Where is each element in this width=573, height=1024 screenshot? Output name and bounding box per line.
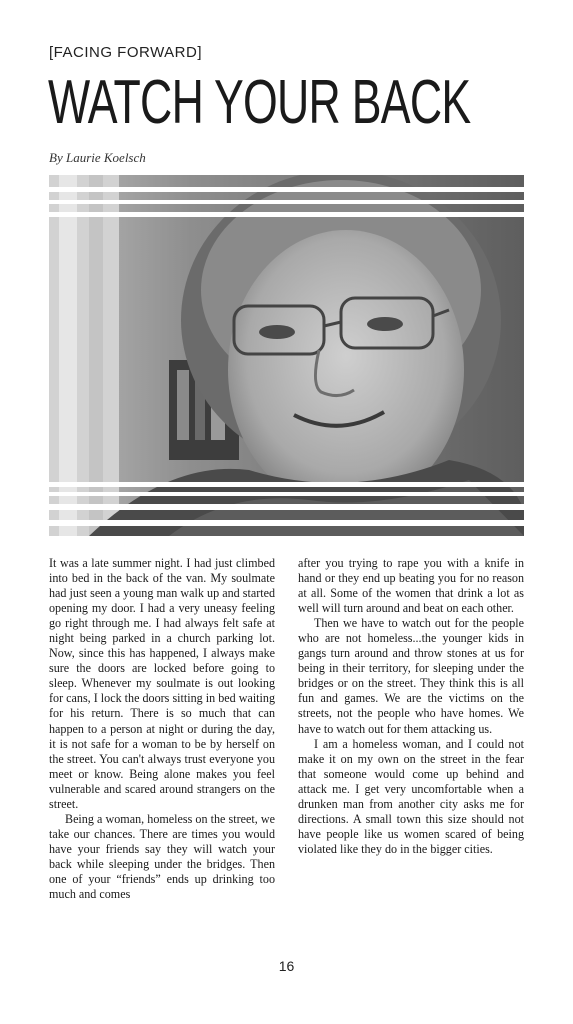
- stripe-divider: [49, 187, 524, 192]
- article-headline: WATCH YOUR BACK: [48, 68, 471, 137]
- stripe-divider: [49, 482, 524, 487]
- column-left: [49, 556, 275, 936]
- paragraph: I am a homeless woman, and I could not make it on my own on the street in the fear that someone would come up behind and attack me. I get very uncomfortable when a drunken man from another city asks me for directions. A small town this size should not have people like us women scared of being violated like they do in the bigger cities.: [298, 736, 524, 856]
- byline: By Laurie Koelsch: [49, 150, 146, 165]
- paragraph: Being a woman, homeless on the street, we take our chances. There are times you would have your friends say they will watch your back while sleeping under the bridges. Then one of your “friends” ends up drinking too much and comes: [49, 811, 275, 902]
- stripe-divider: [49, 170, 524, 175]
- stripe-divider: [49, 200, 524, 204]
- stripe-divider: [49, 520, 524, 526]
- paragraph: Then we have to watch out for the people who are not homeless...the younger kids in gangs turn around and throw stones at us for being in their territory, for sleeping under the bridges or on the street. They think this is all fun and games. We are the victims on the streets, not the people who have homes. We have to watch out for them attacking us.: [298, 616, 524, 736]
- stripe-divider: [49, 212, 524, 217]
- stripe-divider: [49, 492, 524, 496]
- stripe-divider: [49, 504, 524, 510]
- paragraph: after you trying to rape you with a knife in hand or they end up beating you for no reason at all. Some of the women that drink a lot as well will turn around and beat on each other.: [298, 556, 524, 616]
- page-number: 16: [278, 958, 295, 974]
- paragraph: It was a late summer night. I had just climbed into bed in the back of the van. My soulmate had just seen a young man walk up and started opening my door. I had a very uneasy feeling go right through me. I had always felt safe at night being parked in a church parking lot. Now, since this has happened, I always make sure the doors are locked before going to sleep. Whenever my soulmate is out looking for cans, I lock the doors sitting in bed waiting for his return. There is so much that can happen to a person at night or during the day, it is not safe for a woman to be by herself on the street. You can't always trust everyone you meet or know. Being alone makes you feel vulnerable and scared around strangers on the street.: [49, 556, 275, 811]
- article-body: [49, 556, 524, 936]
- portrait-photo: [49, 170, 524, 536]
- section-kicker: [FACING FORWARD]: [49, 44, 203, 61]
- column-right: [298, 556, 524, 936]
